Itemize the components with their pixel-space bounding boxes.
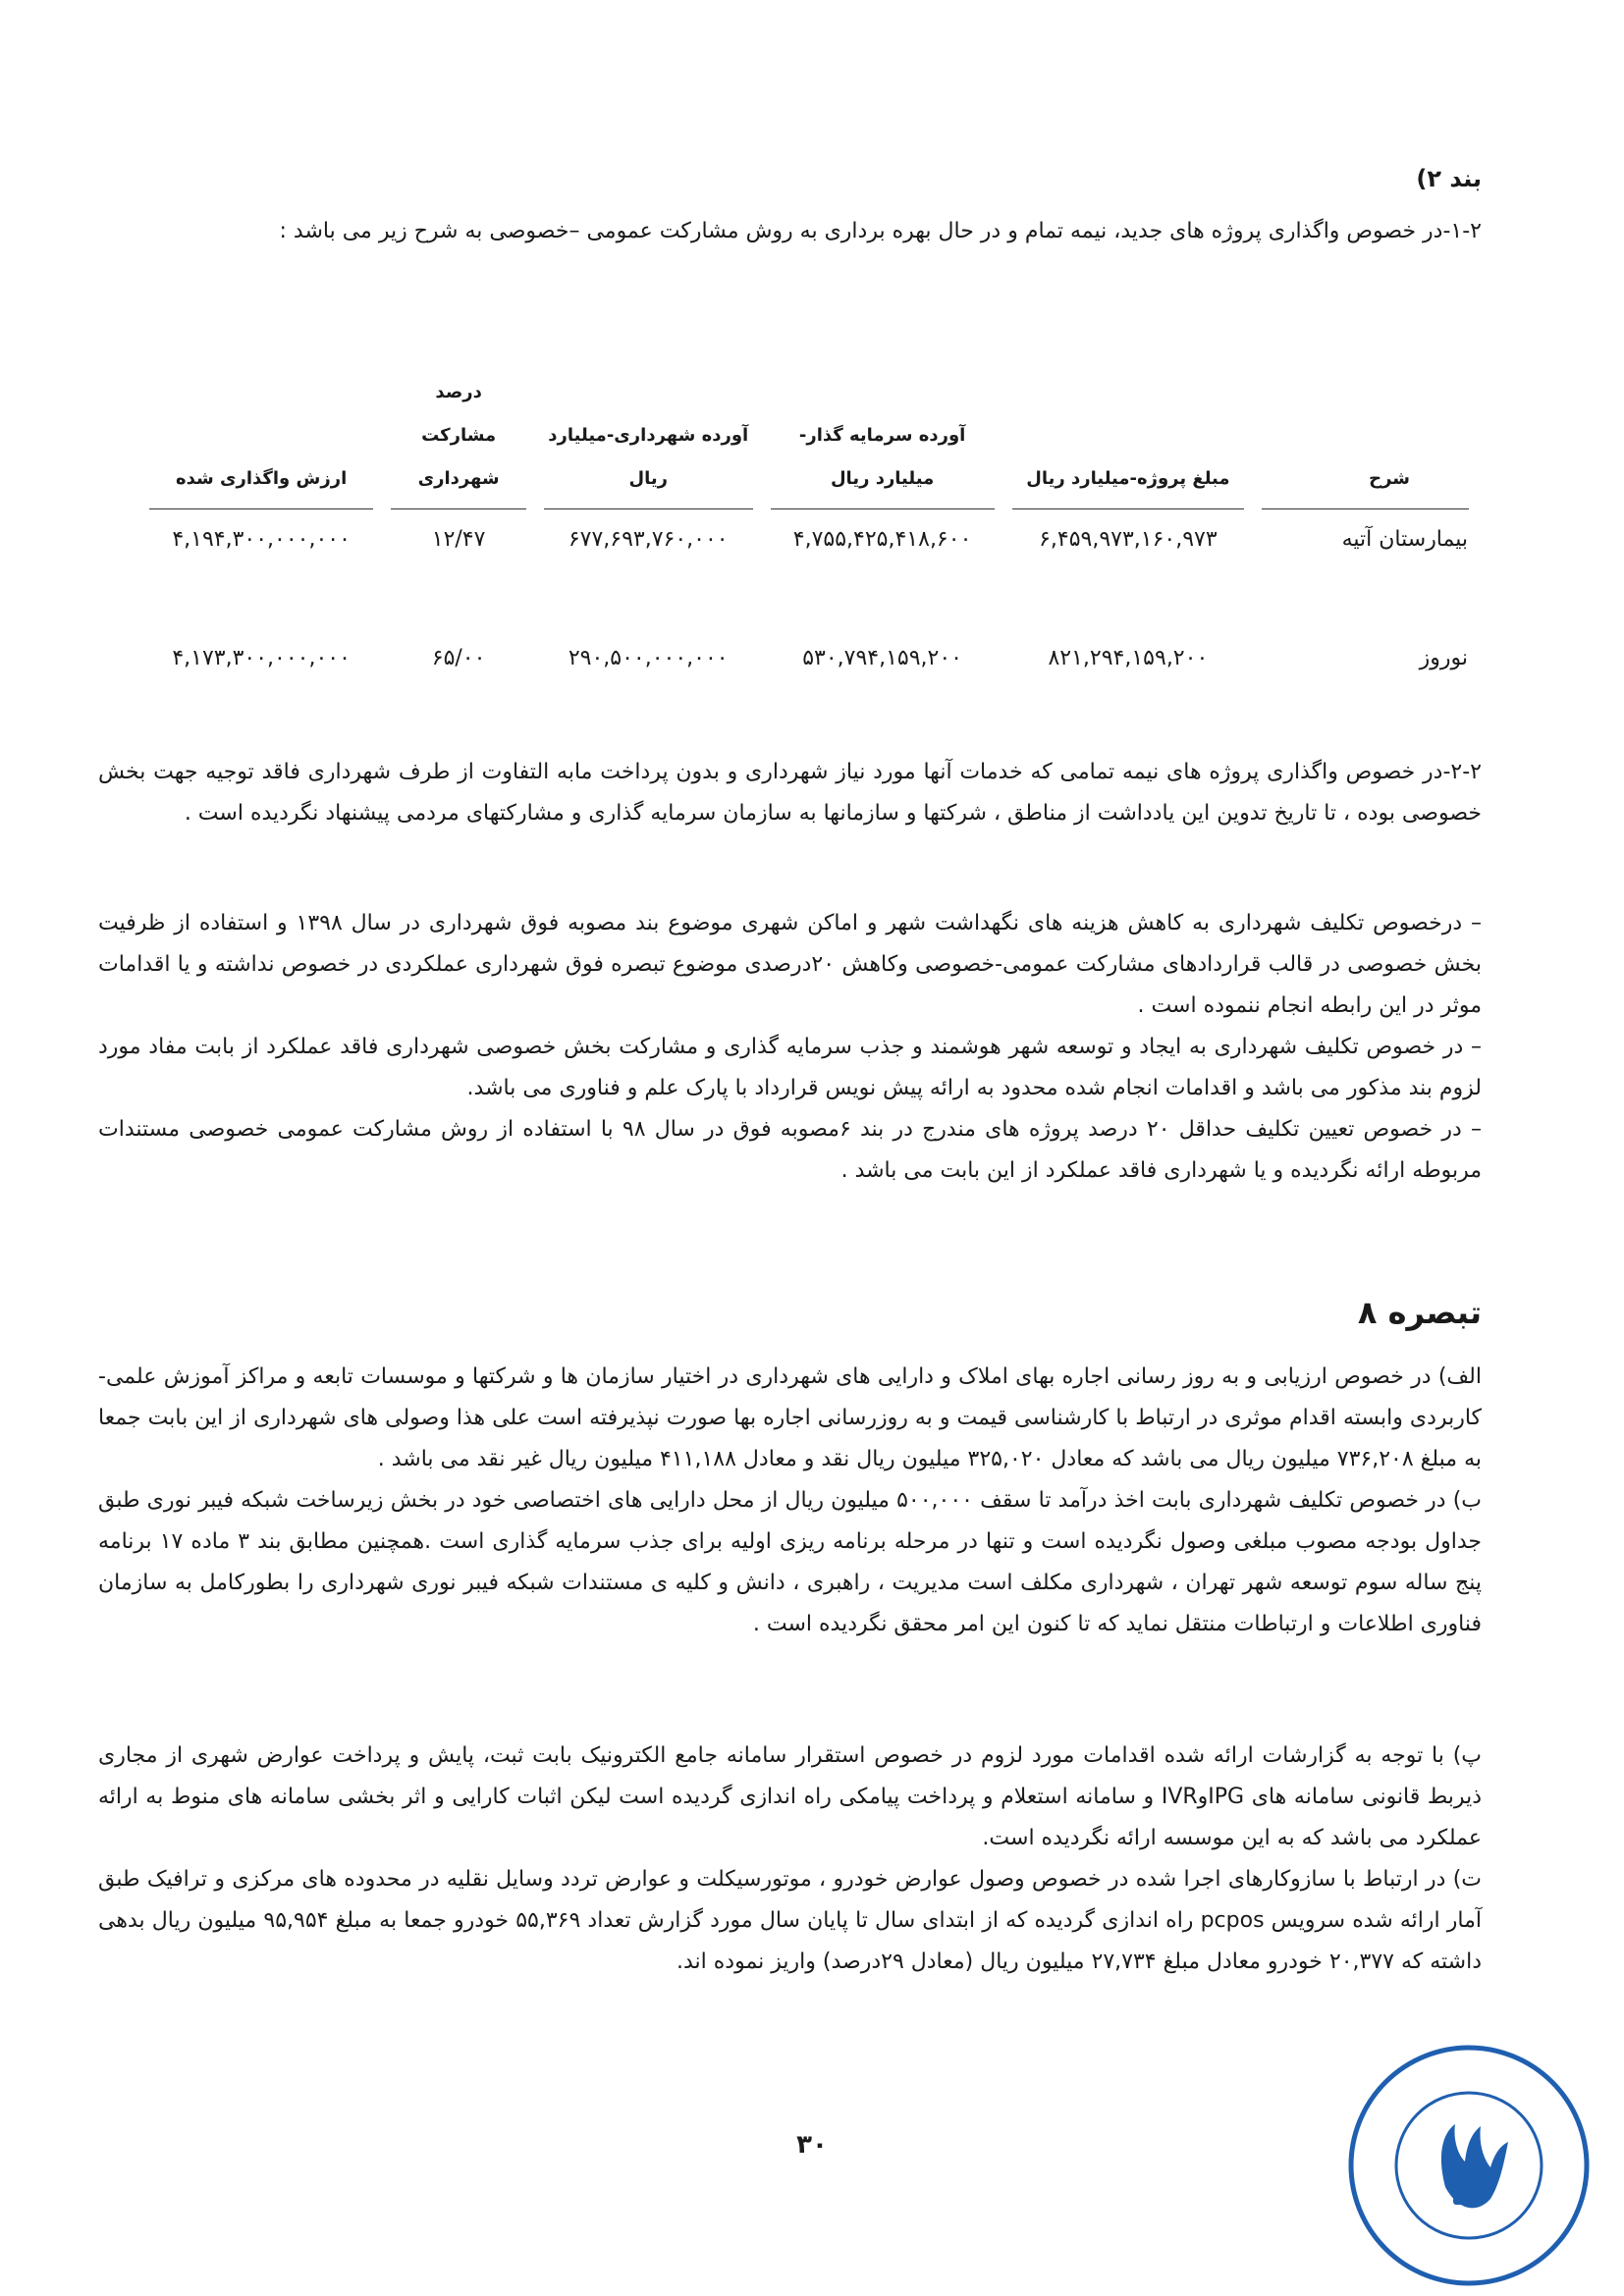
cell-investor: ۵۳۰,۷۹۴,۱۵۹,۲۰۰	[802, 645, 962, 670]
cell-municipality: ۶۷۷,۶۹۳,۷۶۰,۰۰۰	[568, 526, 729, 552]
paragraph: الف) در خصوص ارزیابی و به روز رسانی اجاره بهای املاک و دارایی های شهرداری در اختیار سازمان ها و شرکتها و موسسات تابعه و مراکز آموزش علمی-کاربردی وابسته اقدام موثری در ارتباط با کارشناسی قیمت و به روزرسانی اجاره بها صورت نپذیرفته است علی هذا وصولی های شهرداری از این بابت جمعا به مبلغ ۷۳۶,۲۰۸ میلیون ریال می باشد که معادل ۳۲۵,۰۲۰ میلیون ریال نقد و معادل ۴۱۱,۱۸۸ میلیون ریال غیر نقد می باشد .	[98, 1364, 1482, 1471]
header-desc: شرح	[1262, 371, 1469, 509]
section-heading: بند ۲)	[1416, 165, 1482, 192]
page-number: ۳۰	[796, 2130, 828, 2160]
cell-desc: نوروز	[1419, 645, 1468, 670]
header-project-amount: مبلغ پروژه-میلیارد ریال	[1012, 371, 1244, 509]
cell-value: ۴,۱۹۴,۳۰۰,۰۰۰,۰۰۰	[172, 526, 351, 552]
paragraph: ب) در خصوص تکلیف شهرداری بابت اخذ درآمد تا سقف ۵۰۰,۰۰۰ میلیون ریال از محل دارایی های اختصاصی خود در بخش زیرساخت شبکه فیبر نوری طبق جداول بودجه مصوب مبلغی وصول نگردیده است و تنها در مرحله برنامه ریزی اولیه برای جذب سرمایه گذاری است .همچنین مطابق بند ۳ ماده ۱۷ برنامه پنج ساله سوم توسعه شهر تهران ، شهرداری مکلف است مدیریت ، راهبری ، دانش و کلیه ی مستندات شبکه فیبر نوری شهرداری را بطورکامل به سازمان فناوری اطلاعات و ارتباطات منتقل نماید که تا کنون این امر محقق نگردیده است .	[98, 1488, 1483, 1636]
paragraph: – درخصوص تکلیف شهرداری به کاهش هزینه های نگهداشت شهر و اماکن شهری موضوع بند مصوبه فوق شهرداری در سال ۱۳۹۸ و استفاده از ظرفیت بخش خصوصی در قالب قراردادهای مشارکت عمومی-خصوصی وکاهش ۲۰درصدی موضوع تبصره فوق شهرداری عملکردی در خصوص نداشته و یا اقدامات موثر در این رابطه انجام ننموده است .	[98, 911, 1482, 1018]
cell-municipality: ۲۹۰,۵۰۰,۰۰۰,۰۰۰	[568, 645, 729, 670]
projects-table	[132, 371, 1487, 678]
paragraph: ۲-۲-در خصوص واگذاری پروژه های نیمه تمامی که خدمات آنها مورد نیاز شهرداری و بدون پرداخت مابه التفاوت از طرف شهرداری فاقد توجیه جهت بخش خصوصی بوده ، تا تاریخ تدوین این یادداشت از مناطق ، شرکتها و سازمانها به سازمان سرمایه گذاری و مشارکتهای مردمی پیشنهاد نگردیده است .	[98, 760, 1482, 826]
cell-project-amount: ۶,۴۵۹,۹۷۳,۱۶۰,۹۷۳	[1039, 526, 1218, 552]
paragraph: – در خصوص تکلیف شهرداری به ایجاد و توسعه شهر هوشمند و جذب سرمایه گذاری و مشارکت بخش خصوصی شهرداری فاقد عملکرد از بابت مفاد مورد لزوم بند مذکور می باشد و اقدامات انجام شده محدود به ارائه پیش نویس قرارداد با پارک علم و فناوری می باشد.	[98, 1035, 1482, 1100]
table-row	[149, 628, 1469, 678]
table-header-row	[149, 371, 1469, 509]
cell-percent: ۶۵/۰۰	[431, 645, 486, 670]
cell-value: ۴,۱۷۳,۳۰۰,۰۰۰,۰۰۰	[172, 645, 351, 670]
header-municipality: آورده شهرداری-میلیارد ریال	[544, 371, 753, 509]
cell-percent: ۱۲/۴۷	[431, 526, 486, 552]
paragraph: پ) با توجه به گزارشات ارائه شده اقدامات مورد لزوم در خصوص استقرار سامانه جامع الکترونیک بابت ثبت، پایش و پرداخت عوارض شهری از مجاری ذیربط قانونی سامانه های IPGوIVR و سامانه استعلام و پرداخت پیامکی راه اندازی گردیده است لیکن اثبات کارایی و اثر بخشی سامانه های منوط به ارائه عملکرد می باشد که به این موسسه ارائه نگردیده است.	[98, 1743, 1482, 1850]
table-spacer-row	[149, 560, 1469, 628]
note-paragraphs-2	[98, 1735, 1482, 1983]
header-value: ارزش واگذاری شده	[149, 371, 373, 509]
paragraph: – در خصوص تعیین تکلیف حداقل ۲۰ درصد پروژه های مندرج در بند ۶مصوبه فوق در سال ۹۸ با استفاده از روش مشارکت عمومی خصوصی مستندات مربوطه ارائه نگردیده و یا شهرداری فاقد عملکرد از این بابت می باشد .	[98, 1117, 1482, 1183]
note-paragraphs	[98, 1357, 1482, 1645]
header-investor: آورده سرمایه گذار-میلیارد ریال	[771, 371, 995, 509]
section-intro: ۱-۲-در خصوص واگذاری پروژه های جدید، نیمه تمام و در حال بهره برداری به روش مشارکت عمومی –خصوصی به شرح زیر می باشد :	[279, 219, 1482, 243]
note-title: تبصره ۸	[1357, 1294, 1482, 1331]
paragraph: ت) در ارتباط با سازوکارهای اجرا شده در خصوص وصول عوارض خودرو ، موتورسیکلت و عوارض تردد وسایل نقلیه در محدوده های مرکزی و ترافیک طبق آمار ارائه شده سرویس pcpos راه اندازی گردیده که از ابتدای سال تا پایان سال مورد گزارش تعداد ۵۵,۳۶۹ خودرو جمعا به مبلغ ۹۵,۹۵۴ میلیون ریال بدهی داشته که ۲۰,۳۷۷ خودرو معادل مبلغ ۲۷,۷۳۴ میلیون ریال (معادل ۲۹درصد) واریز نموده اند.	[98, 1867, 1482, 1974]
cell-project-amount: ۸۲۱,۲۹۴,۱۵۹,۲۰۰	[1048, 645, 1209, 670]
table-row	[149, 509, 1469, 560]
paragraph-block-b	[98, 903, 1482, 1192]
cell-desc: بیمارستان آتیه	[1341, 526, 1468, 552]
seal-stamp-icon	[1343, 2040, 1595, 2291]
header-percent: درصد مشارکت شهرداری	[391, 371, 526, 509]
paragraph-block-a	[98, 752, 1482, 834]
cell-investor: ۴,۷۵۵,۴۲۵,۴۱۸,۶۰۰	[792, 526, 972, 552]
